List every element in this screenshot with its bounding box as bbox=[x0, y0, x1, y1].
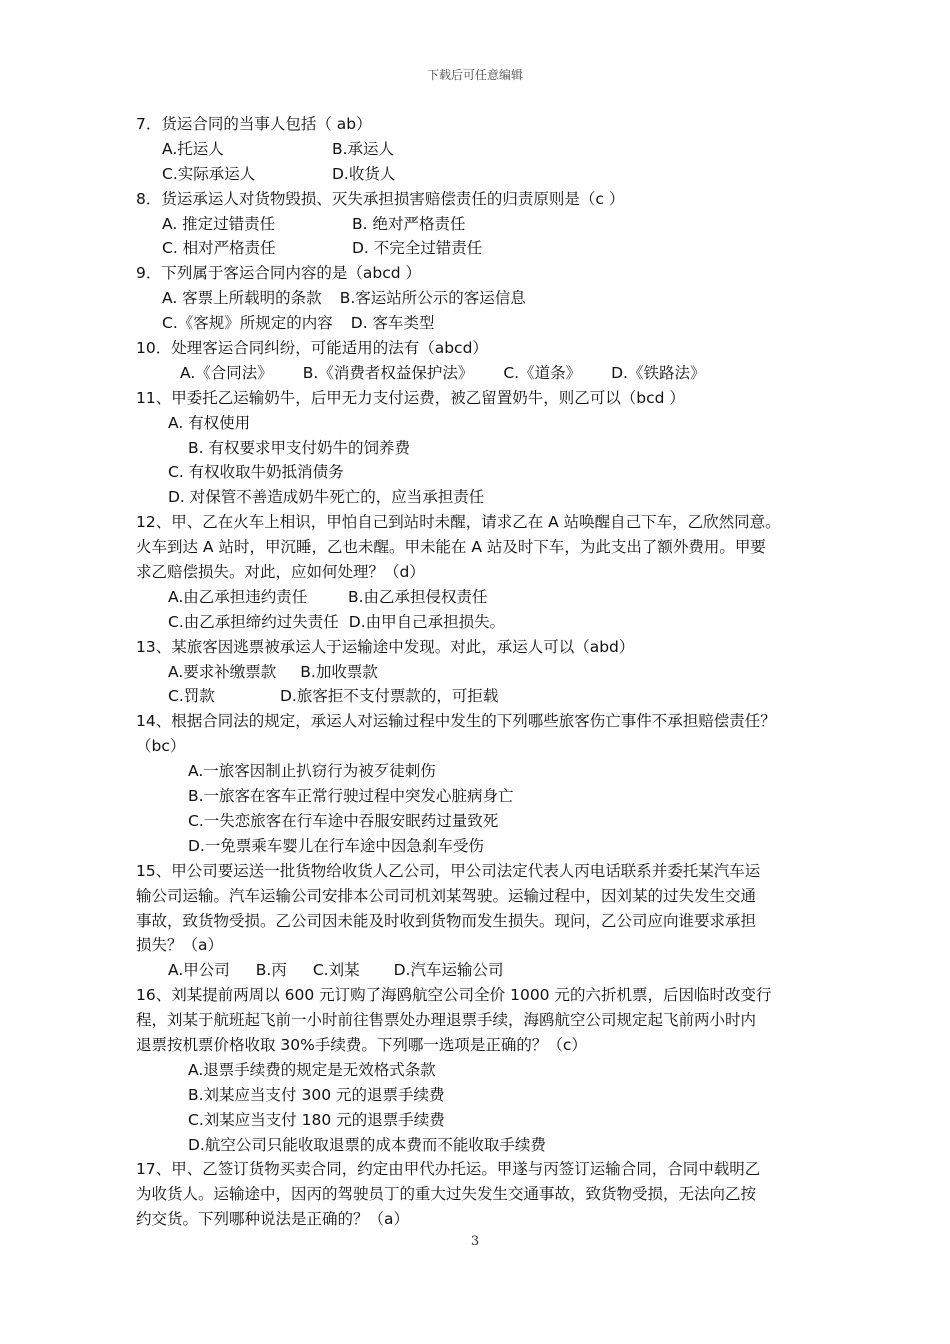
option-d: D. 客车类型 bbox=[350, 314, 435, 333]
page-number: 3 bbox=[470, 1234, 480, 1249]
question-12-stem-line: 12、甲、乙在火车上相识，甲怕自己到站时未醒，请求乙在 A 站唤醒自己下车，乙欣然同意。 bbox=[136, 513, 781, 532]
option-c: C.由乙承担缔约过失责任 bbox=[168, 612, 339, 631]
option-a: A. 有权使用 bbox=[168, 413, 251, 432]
option-a: A. 推定过错责任 bbox=[162, 214, 276, 233]
option-d: D.收货人 bbox=[332, 164, 396, 183]
option-a: A.由乙承担违约责任 bbox=[168, 587, 308, 606]
option-d: D.旅客拒不支付票款的，可拒载 bbox=[280, 687, 499, 706]
question-17-stem-line: 约交货。下列哪种说法是正确的？（a） bbox=[136, 1210, 409, 1229]
option-d: D.航空公司只能收取退票的成本费而不能收取手续费 bbox=[188, 1135, 546, 1154]
question-10-options-row bbox=[136, 361, 826, 386]
question-15-stem-line: 损失？（a） bbox=[136, 936, 223, 955]
option-a: A.退票手续费的规定是无效格式条款 bbox=[188, 1060, 436, 1079]
option-a: A. 客票上所载明的条款 bbox=[162, 289, 322, 308]
question-15-stem-line: 15、甲公司要运送一批货物给收货人乙公司，甲公司法定代表人丙电话联系并委托某汽车运 bbox=[136, 861, 761, 880]
question-7-options-row-2 bbox=[136, 162, 826, 187]
option-d: D.《铁路法》 bbox=[611, 363, 706, 382]
question-9-options-row-1 bbox=[136, 286, 826, 311]
question-8-stem: 8．货运承运人对货物毁损、灭失承担损害赔偿责任的归责原则是（c ） bbox=[136, 189, 625, 208]
question-10-stem: 10．处理客运合同纠纷，可能适用的法有（abcd） bbox=[136, 339, 488, 358]
question-15-stem-line: 输公司运输。汽车运输公司安排本公司司机刘某驾驶。运输过程中，因刘某的过失发生交通 bbox=[136, 886, 757, 905]
option-c: C.罚款 bbox=[168, 687, 215, 706]
option-c: C.一失恋旅客在行车途中吞服安眠药过量致死 bbox=[188, 811, 499, 830]
option-c: C.实际承运人 bbox=[162, 164, 256, 183]
page-header: 下载后可任意编辑 bbox=[426, 68, 523, 82]
option-a: A.一旅客因制止扒窃行为被歹徒刺伤 bbox=[188, 762, 436, 781]
question-13-options-row-1 bbox=[136, 660, 826, 685]
question-7-stem: 7．货运合同的当事人包括（ ab） bbox=[136, 115, 372, 133]
option-d: D. 对保管不善造成奶牛死亡的，应当承担责任 bbox=[168, 488, 485, 507]
question-13-options-row-2 bbox=[136, 684, 826, 709]
option-b: B.客运站所公示的客运信息 bbox=[339, 289, 526, 308]
question-12-options-row-2 bbox=[136, 610, 826, 635]
option-b: B.承运人 bbox=[332, 139, 395, 158]
option-c: C. 相对严格责任 bbox=[162, 239, 276, 258]
question-17-stem-line: 为收货人。运输途中，因丙的驾驶员丁的重大过失发生交通事故，致货物受损，无法向乙按 bbox=[136, 1185, 757, 1204]
option-b: B. 有权要求甲支付奶牛的饲养费 bbox=[188, 438, 410, 457]
question-16-stem-line: 16、刘某提前两周以 600 元订购了海鸥航空公司全价 1000 元的六折机票，后因临时改变行 bbox=[136, 986, 772, 1005]
option-d: D.一免票乘车婴儿在行车途中因急刹车受伤 bbox=[188, 836, 484, 855]
option-c: C.《道条》 bbox=[503, 363, 582, 382]
question-13-stem: 13、某旅客因逃票被承运人于运输途中发现。对此，承运人可以（abd） bbox=[136, 637, 635, 656]
option-c: C.刘某应当支付 180 元的退票手续费 bbox=[188, 1110, 445, 1129]
option-b: B.一旅客在客车正常行驶过程中突发心脏病身亡 bbox=[188, 787, 514, 806]
question-11-stem: 11、甲委托乙运输奶牛，后甲无力支付运费，被乙留置奶牛，则乙可以（bcd ） bbox=[136, 388, 685, 407]
option-a: A.甲公司 bbox=[168, 961, 230, 980]
option-c: C.《客规》所规定的内容 bbox=[162, 314, 333, 333]
option-d: D.汽车运输公司 bbox=[393, 961, 504, 980]
option-b: B.《消费者权益保护法》 bbox=[302, 363, 474, 382]
option-b: B.丙 bbox=[255, 961, 287, 980]
option-b: B.刘某应当支付 300 元的退票手续费 bbox=[188, 1085, 445, 1104]
question-16-stem-line: 退票按机票价格收取 30%手续费。下列哪一选项是正确的？（c） bbox=[136, 1035, 587, 1054]
question-list bbox=[136, 112, 826, 1232]
question-14-stem-line: 14、根据合同法的规定，承运人对运输过程中发生的下列哪些旅客伤亡事件不承担赔偿责任？ bbox=[136, 712, 776, 731]
option-a: A.要求补缴票款 bbox=[168, 662, 277, 681]
option-b: B.由乙承担侵权责任 bbox=[348, 587, 488, 606]
question-16-stem-line: 程，刘某于航班起飞前一小时前往售票处办理退票手续，海鸥航空公司规定起飞前两小时内 bbox=[136, 1011, 757, 1030]
question-8-options-row-2 bbox=[136, 236, 826, 261]
option-c: C. 有权收取牛奶抵消债务 bbox=[168, 463, 344, 482]
option-b: B.加收票款 bbox=[300, 662, 378, 681]
question-17-stem-line: 17、甲、乙签订货物买卖合同，约定由甲代办托运。甲遂与丙签订运输合同，合同中载明乙 bbox=[136, 1160, 761, 1179]
option-a: A.《合同法》 bbox=[180, 363, 273, 382]
question-15-stem-line: 事故，致货物受损。乙公司因未能及时收到货物而发生损失。现问，乙公司应向谁要求承担 bbox=[136, 911, 757, 930]
option-a: A.托运人 bbox=[162, 139, 224, 158]
option-d: D.由甲自己承担损失。 bbox=[348, 612, 506, 631]
question-8-options-row-1 bbox=[136, 212, 826, 237]
question-15-options-row bbox=[136, 958, 826, 983]
option-b: B. 绝对严格责任 bbox=[352, 214, 466, 233]
question-7-options-row-1 bbox=[136, 137, 826, 162]
question-12-stem-line: 火车到达 A 站时，甲沉睡，乙也未醒。甲未能在 A 站及时下车，为此支出了额外费用。甲要 bbox=[136, 538, 766, 557]
option-c: C.刘某 bbox=[312, 961, 360, 980]
question-9-stem: 9．下列属于客运合同内容的是（abcd ） bbox=[136, 264, 421, 283]
question-14-stem-line: （bc） bbox=[136, 737, 186, 756]
question-12-stem-line: 求乙赔偿损失。对此，应如何处理？（d） bbox=[136, 563, 425, 582]
question-12-options-row-1 bbox=[136, 585, 826, 610]
question-9-options-row-2 bbox=[136, 311, 826, 336]
option-d: D. 不完全过错责任 bbox=[352, 239, 483, 258]
